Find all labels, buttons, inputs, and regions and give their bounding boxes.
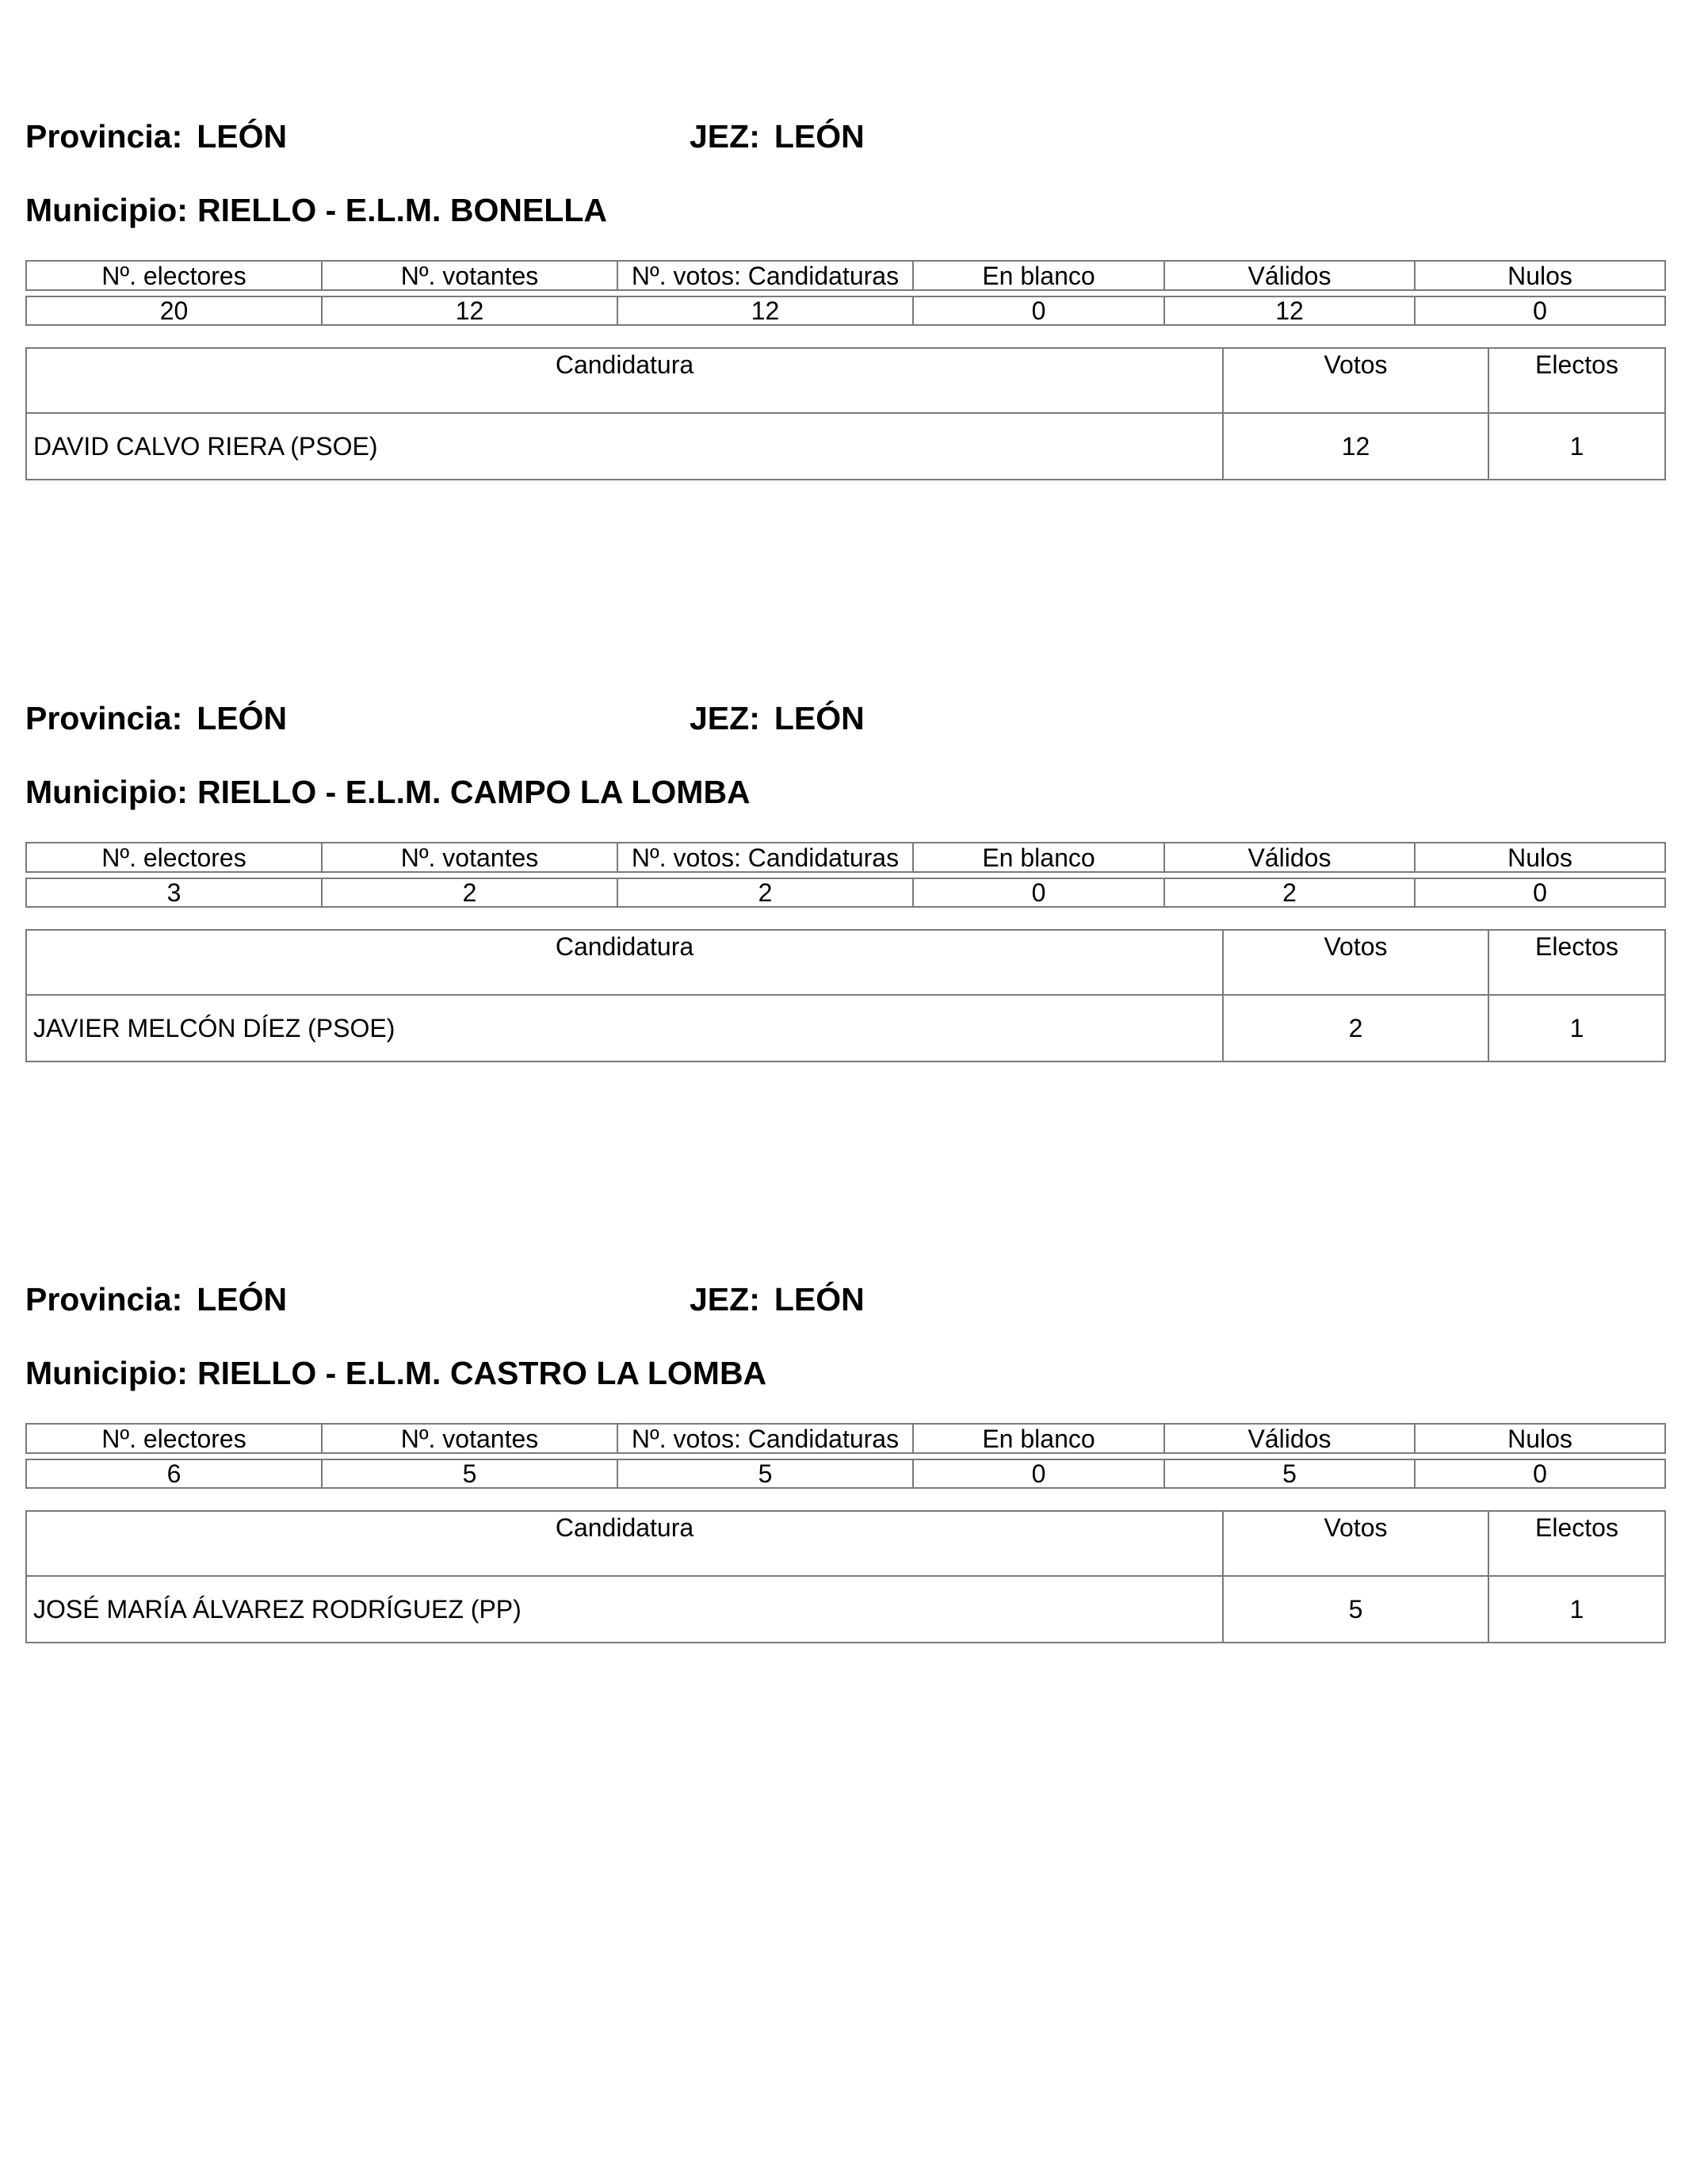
provincia-heading: Provincia: LEÓN [25,1281,288,1318]
stats-header-electores: Nº. electores [26,1424,322,1453]
jez-value: LEÓN [774,700,865,736]
stats-value-votantes: 12 [322,296,617,325]
stats-header-en-blanco: En blanco [913,843,1164,872]
stats-header-en-blanco: En blanco [913,1424,1164,1453]
candidates-header-row [26,348,1665,413]
candidate-votos: 12 [1223,413,1488,480]
stats-value-row [26,296,1665,325]
stats-value-row [26,878,1665,907]
candidates-table [25,347,1666,480]
stats-value-nulos: 0 [1415,1459,1665,1488]
stats-header-votos-candidaturas: Nº. votos: Candidaturas [617,261,913,290]
provincia-value: LEÓN [197,700,288,736]
stats-header-row [26,843,1665,872]
stats-value-votos-candidaturas: 12 [617,296,913,325]
candidate-votos: 2 [1223,995,1488,1061]
provincia-value: LEÓN [197,118,288,155]
candidate-name: JAVIER MELCÓN DÍEZ (PSOE) [26,995,1223,1061]
stats-header-votantes: Nº. votantes [322,261,617,290]
header-candidatura: Candidatura [26,930,1223,995]
candidate-row [26,1576,1665,1643]
candidate-row [26,413,1665,480]
stats-value-votos-candidaturas: 2 [617,878,913,907]
candidate-electos: 1 [1488,995,1665,1061]
candidate-electos: 1 [1488,413,1665,480]
header-votos: Votos [1223,1511,1488,1576]
stats-value-en-blanco: 0 [913,878,1164,907]
stats-value-validos: 2 [1164,878,1415,907]
jez-heading: JEZ: LEÓN [690,1281,865,1318]
municipio-value: RIELLO - E.L.M. CAMPO LA LOMBA [197,774,751,810]
stats-header-row [26,261,1665,290]
stats-header-validos: Válidos [1164,261,1415,290]
jez-value: LEÓN [774,1281,865,1318]
stats-table [25,1423,1666,1489]
candidate-electos: 1 [1488,1576,1665,1643]
candidate-name: DAVID CALVO RIERA (PSOE) [26,413,1223,480]
stats-header-row [26,1424,1665,1453]
stats-value-validos: 12 [1164,296,1415,325]
stats-table [25,842,1666,908]
stats-header-nulos: Nulos [1415,843,1665,872]
stats-header-en-blanco: En blanco [913,261,1164,290]
jez-heading: JEZ: LEÓN [690,700,865,736]
header-votos: Votos [1223,348,1488,413]
stats-header-electores: Nº. electores [26,843,322,872]
stats-value-votos-candidaturas: 5 [617,1459,913,1488]
stats-header-votantes: Nº. votantes [322,843,617,872]
candidates-table [25,929,1666,1062]
stats-value-electores: 6 [26,1459,322,1488]
header-electos: Electos [1488,1511,1665,1576]
municipio-value: RIELLO - E.L.M. CASTRO LA LOMBA [197,1355,767,1391]
stats-value-votantes: 5 [322,1459,617,1488]
municipio-heading: Municipio: RIELLO - E.L.M. BONELLA [25,192,607,228]
jez-heading: JEZ: LEÓN [690,118,865,155]
stats-header-electores: Nº. electores [26,261,322,290]
municipio-value: RIELLO - E.L.M. BONELLA [197,192,607,228]
stats-value-en-blanco: 0 [913,296,1164,325]
stats-header-votantes: Nº. votantes [322,1424,617,1453]
stats-header-nulos: Nulos [1415,261,1665,290]
candidate-votos: 5 [1223,1576,1488,1643]
provincia-heading: Provincia: LEÓN [25,118,288,155]
header-electos: Electos [1488,930,1665,995]
stats-header-votos-candidaturas: Nº. votos: Candidaturas [617,1424,913,1453]
stats-value-validos: 5 [1164,1459,1415,1488]
candidates-table [25,1510,1666,1643]
stats-header-nulos: Nulos [1415,1424,1665,1453]
candidates-header-row [26,1511,1665,1576]
header-votos: Votos [1223,930,1488,995]
stats-header-votos-candidaturas: Nº. votos: Candidaturas [617,843,913,872]
municipio-heading: Municipio: RIELLO - E.L.M. CAMPO LA LOMBA [25,774,751,810]
candidates-header-row [26,930,1665,995]
stats-value-votantes: 2 [322,878,617,907]
jez-value: LEÓN [774,118,865,155]
provincia-value: LEÓN [197,1281,288,1318]
stats-header-validos: Válidos [1164,843,1415,872]
stats-value-electores: 20 [26,296,322,325]
stats-value-electores: 3 [26,878,322,907]
municipio-heading: Municipio: RIELLO - E.L.M. CASTRO LA LOMBA [25,1355,767,1391]
header-electos: Electos [1488,348,1665,413]
stats-table [25,260,1666,326]
provincia-heading: Provincia: LEÓN [25,700,288,736]
header-candidatura: Candidatura [26,348,1223,413]
stats-value-nulos: 0 [1415,296,1665,325]
stats-value-en-blanco: 0 [913,1459,1164,1488]
stats-value-row [26,1459,1665,1488]
candidate-name: JOSÉ MARÍA ÁLVAREZ RODRÍGUEZ (PP) [26,1576,1223,1643]
stats-value-nulos: 0 [1415,878,1665,907]
candidate-row [26,995,1665,1061]
header-candidatura: Candidatura [26,1511,1223,1576]
stats-header-validos: Válidos [1164,1424,1415,1453]
